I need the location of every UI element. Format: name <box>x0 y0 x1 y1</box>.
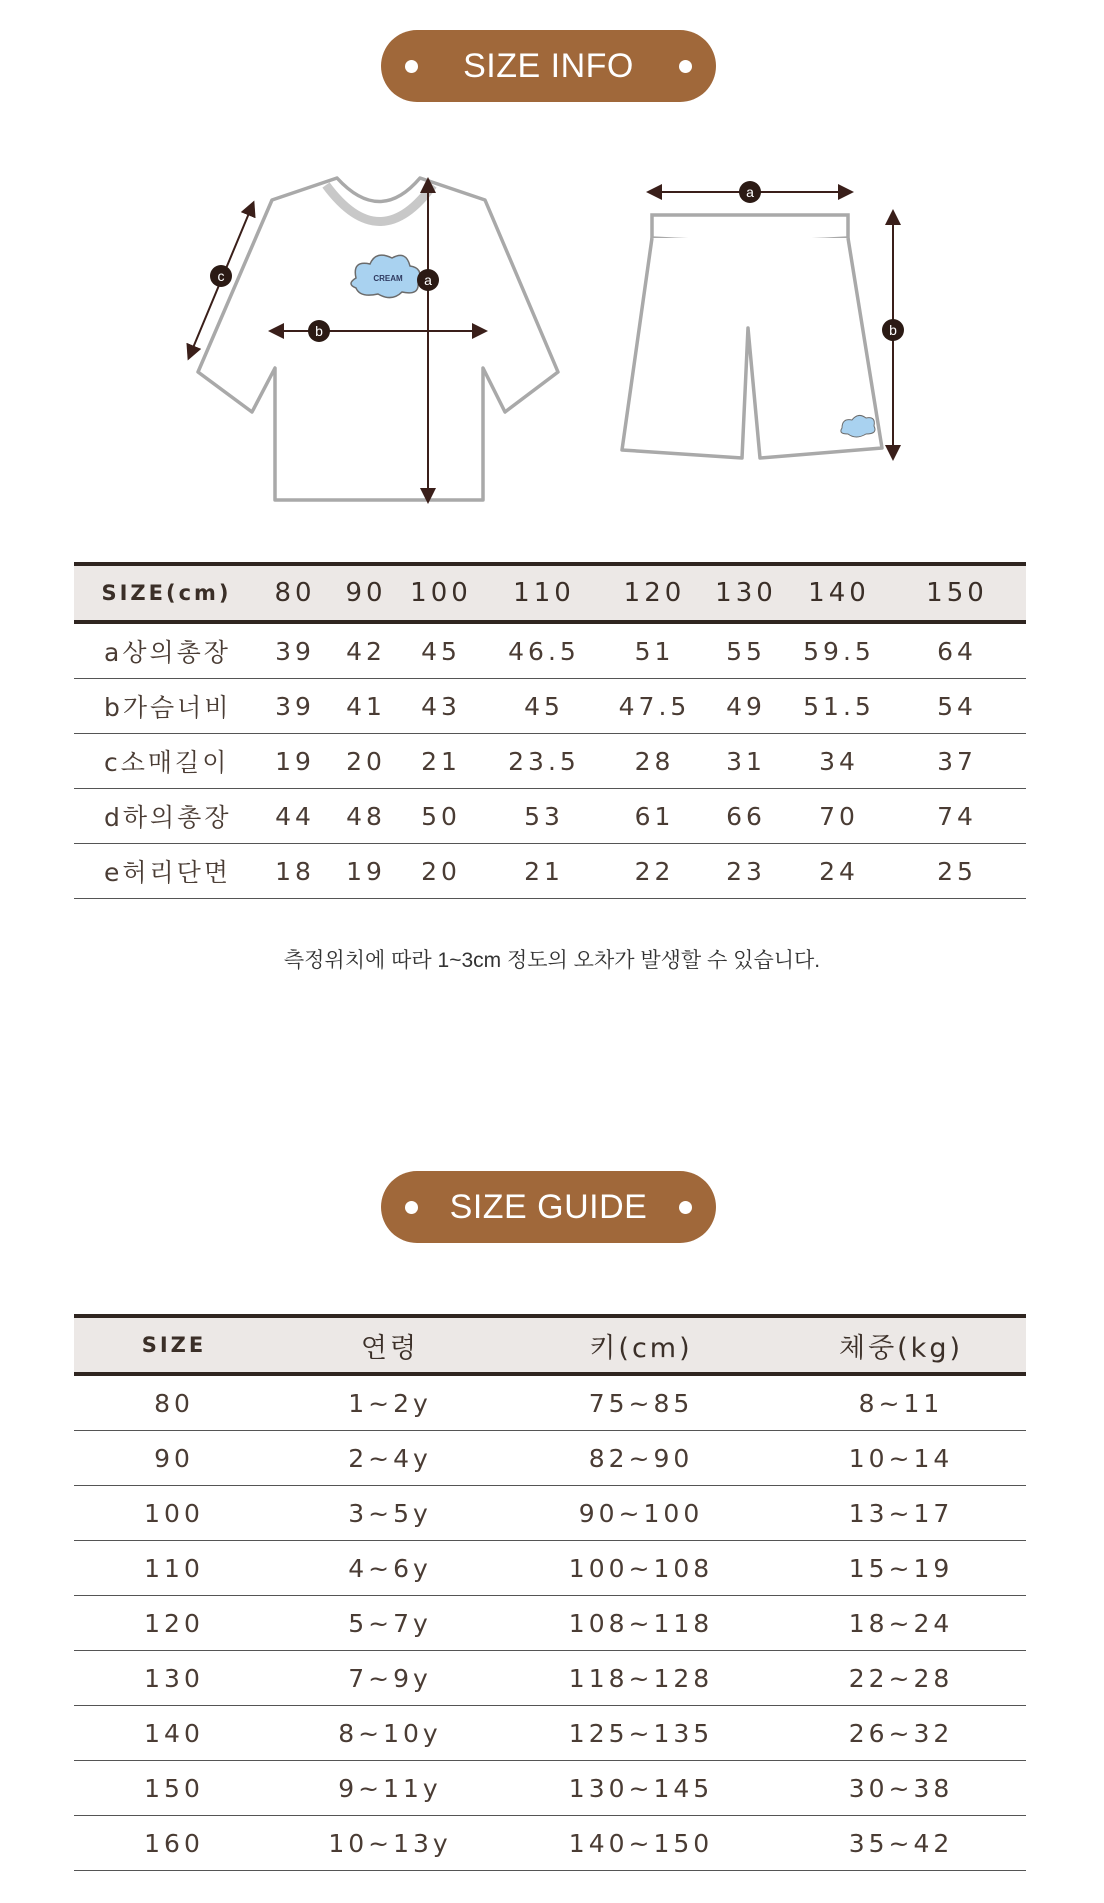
table-cell: 20 <box>331 734 401 789</box>
row-label: a상의총장 <box>74 622 259 679</box>
size-guide-table <box>74 1314 1026 1871</box>
table-cell: 82~90 <box>506 1431 776 1486</box>
garment-diagram <box>0 150 1104 520</box>
table-cell: 10~13y <box>274 1816 506 1871</box>
header-cell: SIZE(cm) <box>74 564 259 622</box>
table-cell: 100 <box>74 1486 274 1541</box>
size-info-header-row <box>74 564 1026 622</box>
table-cell: 35~42 <box>776 1816 1026 1871</box>
table-cell: 80 <box>74 1374 274 1431</box>
size-guide-header-row <box>74 1316 1026 1374</box>
table-cell: 21 <box>481 844 607 899</box>
table-cell: 110 <box>74 1541 274 1596</box>
table-cell: 55 <box>702 622 790 679</box>
row-label: e허리단면 <box>74 844 259 899</box>
table-cell: 18 <box>259 844 331 899</box>
header-cell: 키(cm) <box>506 1316 776 1374</box>
header-cell: 150 <box>888 564 1026 622</box>
table-row <box>74 1431 1026 1486</box>
table-cell: 59.5 <box>790 622 888 679</box>
header-cell: 체중(kg) <box>776 1316 1026 1374</box>
table-cell: 49 <box>702 679 790 734</box>
table-cell: 23.5 <box>481 734 607 789</box>
table-cell: 118~128 <box>506 1651 776 1706</box>
table-cell: 37 <box>888 734 1026 789</box>
size-info-table <box>74 562 1026 899</box>
table-cell: 22 <box>607 844 702 899</box>
header-cell: 130 <box>702 564 790 622</box>
table-cell: 15~19 <box>776 1541 1026 1596</box>
row-label: c소매길이 <box>74 734 259 789</box>
table-cell: 3~5y <box>274 1486 506 1541</box>
header-cell: 120 <box>607 564 702 622</box>
table-row <box>74 1706 1026 1761</box>
table-cell: 140~150 <box>506 1816 776 1871</box>
measurement-note: 측정위치에 따라 1~3cm 정도의 오차가 발생할 수 있습니다. <box>283 949 821 972</box>
table-cell: 48 <box>331 789 401 844</box>
table-row <box>74 622 1026 679</box>
table-cell: 23 <box>702 844 790 899</box>
tshirt-illustration <box>190 178 558 500</box>
table-cell: 21 <box>401 734 481 789</box>
dot-left-icon <box>405 60 418 73</box>
table-cell: 1~2y <box>274 1374 506 1431</box>
table-cell: 19 <box>259 734 331 789</box>
table-cell: 25 <box>888 844 1026 899</box>
table-cell: 44 <box>259 789 331 844</box>
row-label: b가슴너비 <box>74 679 259 734</box>
table-cell: 66 <box>702 789 790 844</box>
table-cell: 19 <box>331 844 401 899</box>
label-a-top: a <box>424 272 432 288</box>
table-cell: 45 <box>401 622 481 679</box>
table-cell: 90~100 <box>506 1486 776 1541</box>
table-row <box>74 1374 1026 1431</box>
table-row <box>74 679 1026 734</box>
table-cell: 20 <box>401 844 481 899</box>
table-row <box>74 1651 1026 1706</box>
size-guide-heading <box>381 1171 716 1243</box>
table-cell: 30~38 <box>776 1761 1026 1816</box>
table-cell: 39 <box>259 679 331 734</box>
table-row <box>74 1816 1026 1871</box>
table-row <box>74 734 1026 789</box>
table-cell: 28 <box>607 734 702 789</box>
label-b-bottom: b <box>889 322 897 338</box>
row-label: d하의총장 <box>74 789 259 844</box>
table-cell: 34 <box>790 734 888 789</box>
table-cell: 31 <box>702 734 790 789</box>
dot-left-icon <box>405 1201 418 1214</box>
table-cell: 46.5 <box>481 622 607 679</box>
table-cell: 43 <box>401 679 481 734</box>
table-cell: 50 <box>401 789 481 844</box>
table-cell: 42 <box>331 622 401 679</box>
table-cell: 130 <box>74 1651 274 1706</box>
table-row <box>74 1761 1026 1816</box>
table-cell: 10~14 <box>776 1431 1026 1486</box>
table-cell: 160 <box>74 1816 274 1871</box>
table-cell: 130~145 <box>506 1761 776 1816</box>
size-guide-title: SIZE GUIDE <box>449 1187 648 1226</box>
table-cell: 9~11y <box>274 1761 506 1816</box>
table-cell: 22~28 <box>776 1651 1026 1706</box>
header-cell: 90 <box>331 564 401 622</box>
table-cell: 2~4y <box>274 1431 506 1486</box>
table-cell: 7~9y <box>274 1651 506 1706</box>
logo-text: CREAM <box>373 274 403 283</box>
table-cell: 26~32 <box>776 1706 1026 1761</box>
table-cell: 13~17 <box>776 1486 1026 1541</box>
table-cell: 4~6y <box>274 1541 506 1596</box>
table-cell: 70 <box>790 789 888 844</box>
table-cell: 24 <box>790 844 888 899</box>
header-cell: 110 <box>481 564 607 622</box>
header-cell: 연령 <box>274 1316 506 1374</box>
table-cell: 61 <box>607 789 702 844</box>
header-cell: 100 <box>401 564 481 622</box>
table-row <box>74 789 1026 844</box>
table-cell: 51 <box>607 622 702 679</box>
header-cell: 140 <box>790 564 888 622</box>
size-info-title: SIZE INFO <box>463 46 634 85</box>
table-cell: 64 <box>888 622 1026 679</box>
shorts-illustration <box>622 181 904 458</box>
table-cell: 41 <box>331 679 401 734</box>
table-cell: 5~7y <box>274 1596 506 1651</box>
table-cell: 8~11 <box>776 1374 1026 1431</box>
table-cell: 8~10y <box>274 1706 506 1761</box>
table-cell: 54 <box>888 679 1026 734</box>
table-row <box>74 1486 1026 1541</box>
table-cell: 47.5 <box>607 679 702 734</box>
table-cell: 125~135 <box>506 1706 776 1761</box>
table-row <box>74 1596 1026 1651</box>
table-cell: 90 <box>74 1431 274 1486</box>
table-cell: 100~108 <box>506 1541 776 1596</box>
table-cell: 140 <box>74 1706 274 1761</box>
table-cell: 75~85 <box>506 1374 776 1431</box>
table-cell: 53 <box>481 789 607 844</box>
label-a-bottom: a <box>746 184 754 200</box>
table-cell: 120 <box>74 1596 274 1651</box>
table-cell: 150 <box>74 1761 274 1816</box>
table-cell: 51.5 <box>790 679 888 734</box>
table-cell: 18~24 <box>776 1596 1026 1651</box>
header-cell: 80 <box>259 564 331 622</box>
table-cell: 39 <box>259 622 331 679</box>
dot-right-icon <box>679 1201 692 1214</box>
dot-right-icon <box>679 60 692 73</box>
label-c-top: c <box>217 268 225 284</box>
table-cell: 74 <box>888 789 1026 844</box>
label-b-top: b <box>315 323 323 339</box>
size-info-heading <box>381 30 716 102</box>
header-cell: SIZE <box>74 1316 274 1374</box>
table-row <box>74 1541 1026 1596</box>
table-row <box>74 844 1026 899</box>
table-cell: 45 <box>481 679 607 734</box>
table-cell: 108~118 <box>506 1596 776 1651</box>
